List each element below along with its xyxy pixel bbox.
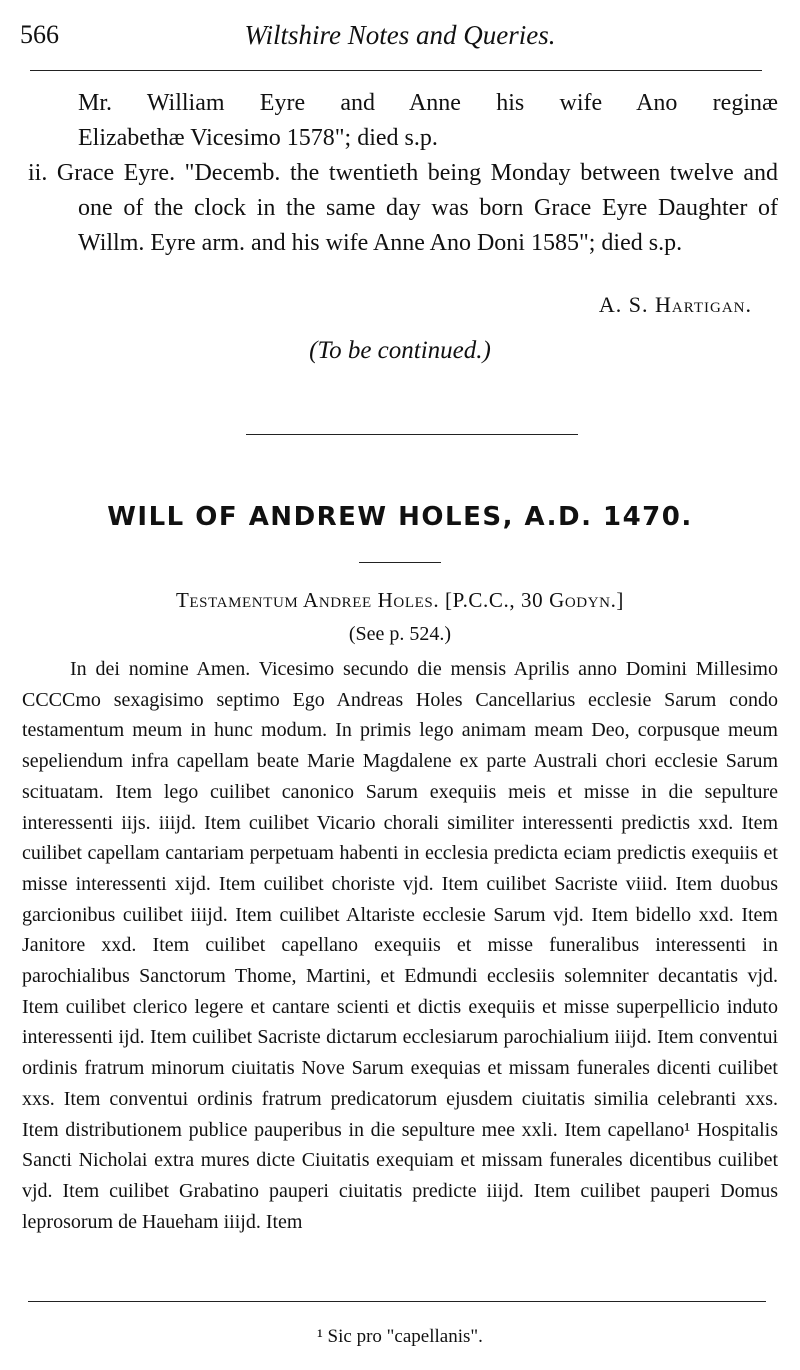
will-body: In dei nomine Amen. Vicesimo secundo die mensis Aprilis anno Domini Millesimo CCCCmo sexagisimo septimo Ego Andreas Holes Cancellarius ecclesie Sarum condo testamentum meum in hunc modum. In primis lego animam meam Deo, corpusque meum sepeliendum infra capellam beate Marie Magdalene ex parte Australi chori ecclesie Sarum scituatam. Item lego cuilibet canonico Sarum exequiis meis et misse in die sepulture interessenti iijs. iiijd. Item cuilibet Vicario chorali similiter interessenti predictis xxd. Item cuilibet capellam cantariam perpetuam habenti in ecclesia predicta eciam predictis exequiis et misse interessenti xijd. Item cuilibet choriste vjd. Item cuilibet Sacriste viiid. Item duobus garcionibus cuilibet iiijd. Item cuilibet Altariste ecclesie Sarum vjd. Item bidello xxd. Item Janitore xxd. Item cuilibet capellano exequiis et misse funeralibus interessenti in parochialibus Sanctorum Thome, Martini, et Edmundi ecclesiis solemniter decantatis vjd. Item cuilibet clerico legere et cantare scienti et dictis exequiis et misse superpellicio induto interessenti ijd. Item cuilibet Sacriste dictarum ecclesiarum parochialium iiijd. Item conventui ordinis fratrum minorum ciuitatis Nove Sarum exequias et missam funerales dicenti cuilibet xxs. Item conventui ordinis fratrum predicatorum ejusdem ciuitatis similia celebranti xxs. Item distributionem publice pauperibus in die sepulture mee xxli. Item capellano¹ Hospitalis Sancti Nicholai extra mures dicte Ciuitatis exequiam et missam funerales dicentibus cuilibet vjd. Item cuilibet Grabatino pauperi ciuitatis predicte iiijd. Item cuilibet pauperi Domus leprosorum de Haueham iiijd. Item bbox=[22, 658, 778, 1233]
author-signature bbox=[599, 292, 752, 318]
header-rule bbox=[30, 70, 762, 71]
item-ii: ii. Grace Eyre. "Decemb. the twentieth being Monday between twelve and one of the clock in the same day was born Grace Eyre Daughter of Willm. Eyre arm. and his wife Anne Ano Doni 1585"; died s.p. bbox=[28, 160, 778, 256]
running-title: Wiltshire Notes and Queries. bbox=[244, 20, 556, 50]
continuation-line-1: Mr. William Eyre and Anne his wife Ano reginæ bbox=[78, 90, 778, 116]
section-divider bbox=[246, 434, 578, 435]
page-header bbox=[20, 20, 780, 60]
page-number: 566 bbox=[20, 20, 59, 49]
article-title: WILL OF ANDREW HOLES, A.D. 1470. bbox=[107, 502, 693, 532]
continuation-text bbox=[28, 86, 778, 261]
footnote: ¹ Sic pro "capellanis". bbox=[317, 1326, 483, 1347]
to-be-continued: (To be continued.) bbox=[309, 337, 491, 364]
signature-text: A. S. Hartigan. bbox=[598, 292, 752, 317]
footnote-rule bbox=[28, 1301, 766, 1302]
see-reference: (See p. 524.) bbox=[348, 623, 452, 645]
testamentum-heading: Testamentum Andree Holes. [P.C.C., 30 Godyn.] bbox=[175, 588, 625, 612]
continuation-line-2: Elizabethæ Vicesimo 1578"; died s.p. bbox=[78, 125, 438, 151]
title-underline bbox=[359, 562, 441, 563]
